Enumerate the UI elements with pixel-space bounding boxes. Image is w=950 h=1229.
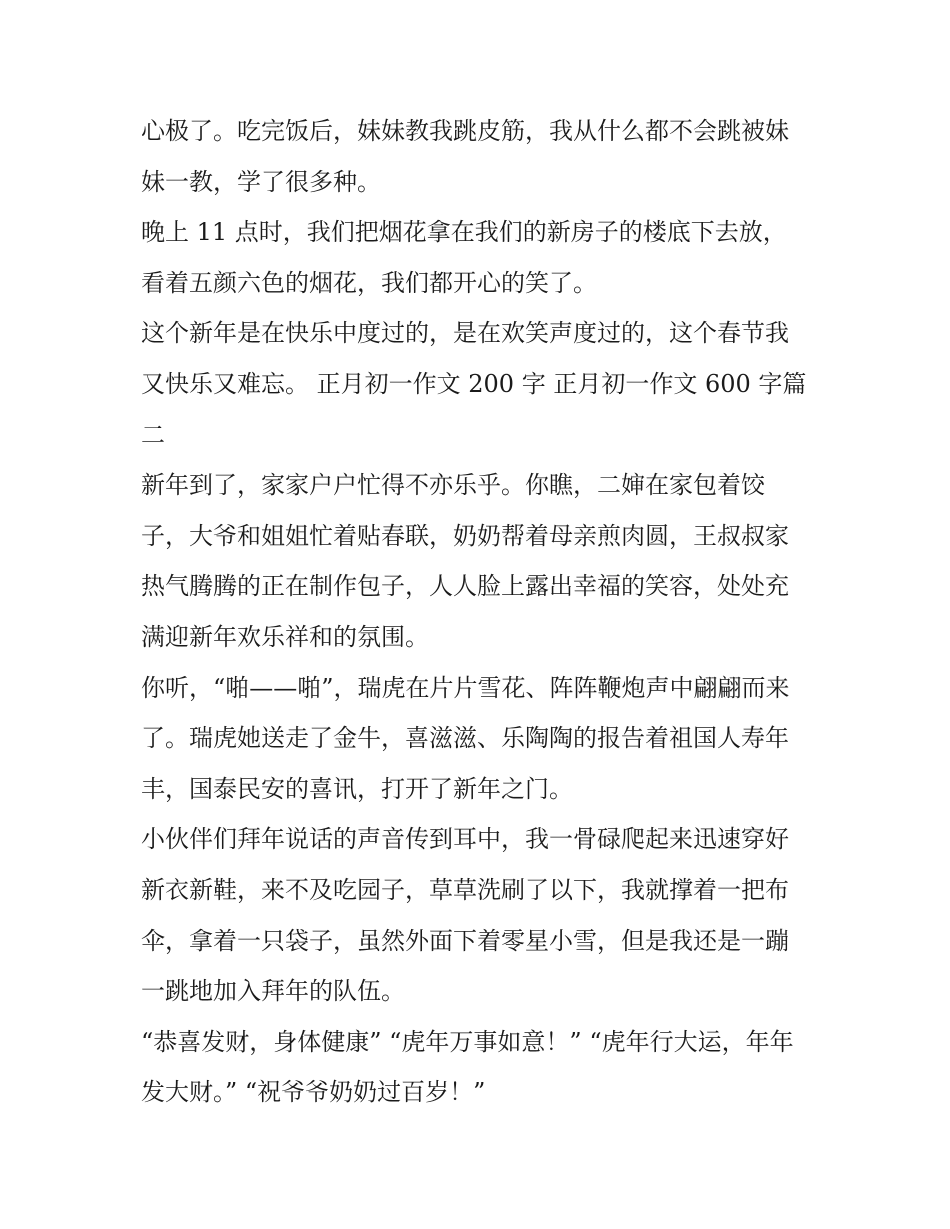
text-line: 晚上 11 点时，我们把烟花拿在我们的新房子的楼底下去放， <box>141 218 787 247</box>
document-body <box>141 106 821 1118</box>
text-line: 心极了。吃完饭后，妹妹教我跳皮筋，我从什么都不会跳被妹 <box>141 117 789 145</box>
text-line: 新衣新鞋，来不及吃园子，草草洗刷了以下，我就撑着一把布 <box>141 875 789 904</box>
text-line: 丰，国泰民安的喜讯，打开了新年之门。 <box>141 774 573 803</box>
text-line: 发大财。” “祝爷爷奶奶过百岁！” <box>141 1078 486 1107</box>
text-line: “恭喜发财，身体健康” “虎年万事如意！” “虎年行大运，年年 <box>141 1027 794 1056</box>
text-line: 子，大爷和姐姐忙着贴春联，奶奶帮着母亲煎肉圆，王叔叔家 <box>141 521 789 550</box>
text-line: 小伙伴们拜年说话的声音传到耳中，我一骨碌爬起来迅速穿好 <box>141 825 789 854</box>
text-line: 一跳地加入拜年的队伍。 <box>141 977 405 1006</box>
text-line: 满迎新年欢乐祥和的氛围。 <box>141 622 429 651</box>
text-line: 又快乐又难忘。 正月初一作文 200 字 正月初一作文 600 字篇 <box>141 369 807 398</box>
text-line: 妹一教，学了很多种。 <box>141 167 381 196</box>
text-line: 你听，“啪——啪”，瑞虎在片片雪花、阵阵鞭炮声中翩翩而来 <box>141 673 790 702</box>
text-line: 新年到了，家家户户忙得不亦乐乎。你瞧，二婶在家包着饺 <box>141 471 765 500</box>
text-line: 了。瑞虎她送走了金牛，喜滋滋、乐陶陶的报告着祖国人寿年 <box>141 724 789 753</box>
text-line: 看着五颜六色的烟花，我们都开心的笑了。 <box>141 268 597 297</box>
text-line: 热气腾腾的正在制作包子，人人脸上露出幸福的笑容，处处充 <box>141 572 789 601</box>
text-line: 这个新年是在快乐中度过的，是在欢笑声度过的，这个春节我 <box>141 319 789 348</box>
text-line: 伞，拿着一只袋子，虽然外面下着零星小雪，但是我还是一蹦 <box>141 926 789 955</box>
text-line: 二 <box>141 420 165 449</box>
